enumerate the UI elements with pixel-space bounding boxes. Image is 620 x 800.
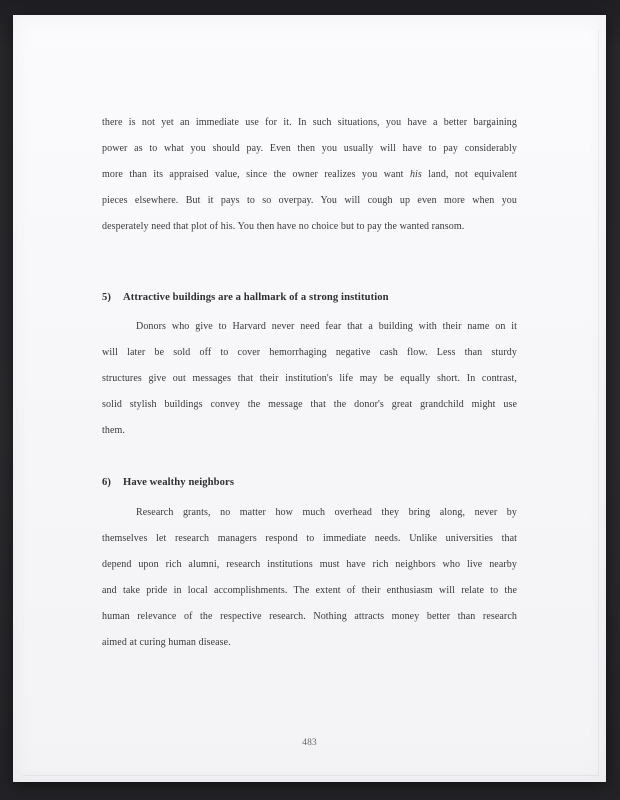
page-content xyxy=(13,15,606,750)
text-segment: more than its appraised value, since the owner realizes you want xyxy=(102,169,410,180)
section-number: 6) xyxy=(102,477,112,488)
page-number: 483 xyxy=(302,738,317,748)
text-line: pieces elsewhere. But it pays to so overpay. You will cough up even more when you xyxy=(102,195,517,206)
text-segment: land, not equivalent xyxy=(421,169,517,180)
section-5-heading xyxy=(102,285,517,311)
text-line: human relevance of the respective research. Nothing attracts money better than research xyxy=(102,611,517,622)
text-line: power as to what you should pay. Even then you usually will have to pay considerably xyxy=(102,143,517,154)
text-line: and take pride in local accomplishments. The extent of their enthusiasm will relate to the xyxy=(102,585,517,596)
section-number: 5) xyxy=(102,292,112,303)
text-line: themselves let research managers respond to immediate needs. Unlike universities that xyxy=(102,533,517,544)
text-line: Research grants, no matter how much overhead they bring along, never by xyxy=(136,507,517,518)
section-6-paragraph xyxy=(102,500,517,656)
text-line: there is not yet an immediate use for it. In such situations, you have a better bargaining xyxy=(102,117,517,128)
text-line: aimed at curing human disease. xyxy=(102,637,231,648)
text-line xyxy=(102,162,517,188)
section-title: Attractive buildings are a hallmark of a strong institution xyxy=(123,292,389,303)
section-6-heading xyxy=(102,470,517,496)
section-5-paragraph xyxy=(102,314,517,444)
intro-paragraph xyxy=(102,110,517,240)
text-line: desperately need that plot of his. You then have no choice but to pay the wanted ransom. xyxy=(102,221,465,232)
section-title: Have wealthy neighbors xyxy=(123,477,235,488)
text-line: depend upon rich alumni, research institutions must have rich neighbors who live nearby xyxy=(102,559,517,570)
emphasized-word: his xyxy=(409,169,422,180)
text-line: structures give out messages that their institution's life may be equally short. In contrast, xyxy=(102,373,517,384)
text-line: will later be sold off to cover hemorrhaging negative cash flow. Less than sturdy xyxy=(102,347,517,358)
text-line: them. xyxy=(102,425,125,436)
document-page xyxy=(13,15,606,782)
text-line: solid stylish buildings convey the message that the donor's great grandchild might use xyxy=(102,399,517,410)
text-line: Donors who give to Harvard never need fear that a building with their name on it xyxy=(136,321,517,332)
